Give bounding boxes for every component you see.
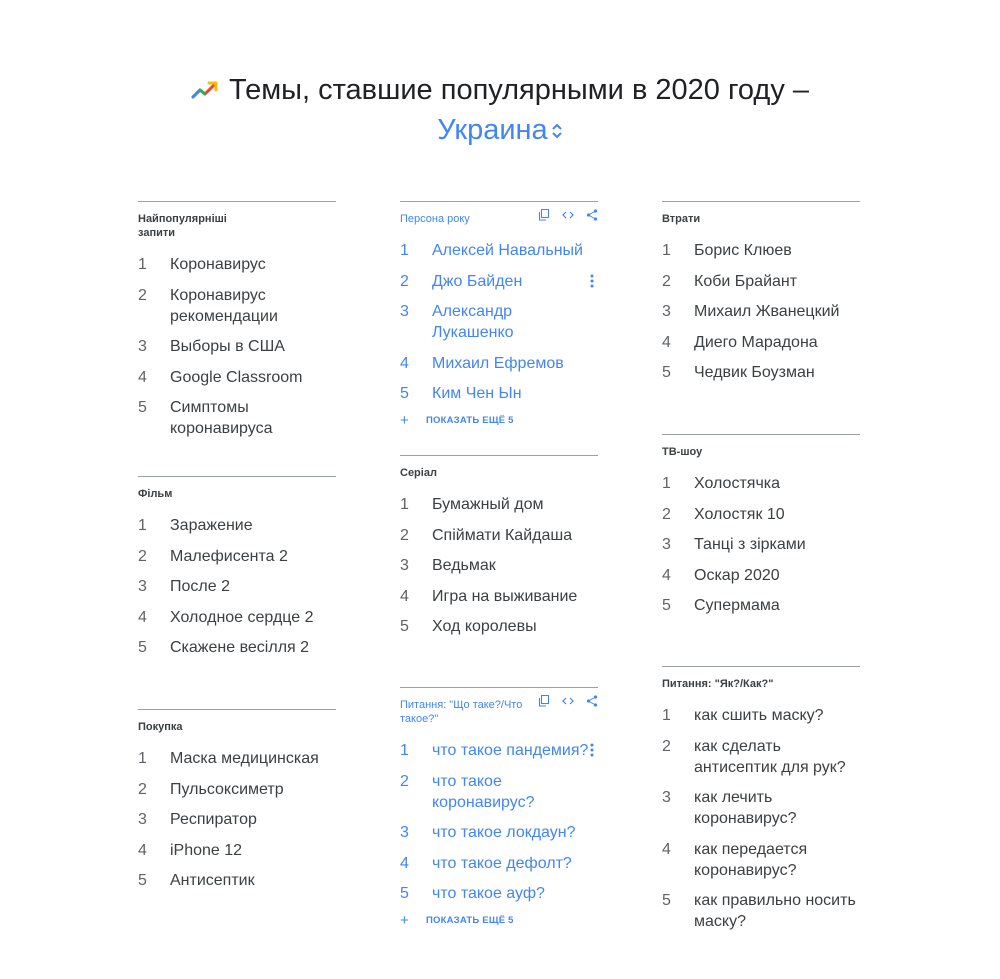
list-item[interactable] bbox=[662, 736, 860, 778]
plus-icon: + bbox=[400, 411, 409, 429]
page-title: Темы, ставшие популярными в 2020 году – bbox=[228, 74, 810, 106]
item-label: Алексей Навальный bbox=[432, 242, 583, 259]
item-label: iPhone 12 bbox=[170, 841, 243, 859]
item-label: Танці з зірками bbox=[694, 536, 806, 553]
list-item[interactable] bbox=[138, 336, 336, 357]
item-label: что такое коронавирус? bbox=[432, 772, 535, 811]
item-rank: 2 bbox=[138, 286, 147, 304]
list-item[interactable] bbox=[662, 362, 860, 383]
ranking-list bbox=[138, 254, 336, 439]
card-top-searches bbox=[138, 201, 336, 449]
copy-icon[interactable] bbox=[538, 695, 550, 707]
item-rank: 3 bbox=[400, 557, 409, 574]
item-rank: 1 bbox=[662, 475, 671, 492]
card-toolbar bbox=[538, 209, 598, 221]
item-rank: 3 bbox=[138, 578, 147, 595]
item-label: Пульсоксиметр bbox=[170, 780, 284, 798]
embed-code-icon[interactable] bbox=[562, 209, 574, 221]
item-label: Google Classroom bbox=[170, 368, 303, 386]
item-label: Антисептик bbox=[170, 872, 255, 889]
list-item[interactable] bbox=[138, 546, 336, 567]
list-item[interactable] bbox=[662, 565, 860, 586]
list-item[interactable] bbox=[662, 787, 860, 829]
item-label: Скажене весілля 2 bbox=[170, 639, 310, 656]
item-rank: 2 bbox=[400, 526, 409, 544]
card-how-to bbox=[662, 666, 860, 942]
card-title: ТВ-шоу bbox=[662, 446, 703, 458]
more-vert-icon[interactable] bbox=[590, 274, 594, 288]
card-persons bbox=[400, 201, 598, 428]
item-rank: 4 bbox=[138, 368, 147, 386]
list-item[interactable] bbox=[138, 840, 336, 861]
item-label: как передается коронавирус? bbox=[694, 840, 808, 879]
list-item[interactable] bbox=[662, 534, 860, 555]
item-label: что такое локдаун? bbox=[432, 824, 576, 841]
item-rank: 2 bbox=[138, 780, 147, 798]
item-rank: 3 bbox=[400, 303, 409, 320]
list-item[interactable] bbox=[400, 494, 598, 515]
list-item[interactable] bbox=[400, 853, 598, 874]
ranking-list bbox=[400, 240, 598, 404]
region-label: Украина bbox=[437, 114, 548, 146]
item-label: что такое ауф? bbox=[432, 885, 545, 902]
list-item[interactable] bbox=[662, 473, 860, 494]
item-rank: 4 bbox=[400, 587, 409, 605]
show-more-button[interactable] bbox=[400, 911, 598, 929]
item-label: Заражение bbox=[170, 517, 253, 534]
item-rank: 3 bbox=[138, 811, 147, 828]
item-label: Респиратор bbox=[170, 811, 257, 828]
card-title: Покупка bbox=[138, 721, 183, 733]
list-item[interactable] bbox=[662, 301, 860, 322]
item-label: Симптомы коронавируса bbox=[170, 399, 273, 437]
item-rank: 1 bbox=[400, 496, 409, 513]
item-label: как сшить маску? bbox=[694, 707, 824, 724]
item-label: Холодное сердце 2 bbox=[170, 608, 314, 626]
item-rank: 1 bbox=[138, 256, 147, 273]
list-item[interactable] bbox=[662, 705, 860, 726]
item-label: Коронавирус bbox=[170, 256, 266, 273]
item-label: Ким Чен Ын bbox=[432, 385, 522, 402]
item-rank: 1 bbox=[138, 517, 147, 534]
list-item[interactable] bbox=[138, 870, 336, 891]
list-item[interactable] bbox=[138, 285, 336, 327]
card-films bbox=[138, 476, 336, 668]
item-label: Холостячка bbox=[694, 475, 781, 492]
card-tv-shows bbox=[662, 434, 860, 626]
item-rank: 4 bbox=[138, 841, 147, 859]
list-item[interactable] bbox=[400, 822, 598, 843]
item-label: Ход королевы bbox=[432, 618, 537, 635]
list-item[interactable] bbox=[138, 748, 336, 769]
list-item[interactable] bbox=[138, 607, 336, 628]
item-rank: 2 bbox=[662, 505, 671, 523]
item-rank: 5 bbox=[662, 597, 671, 614]
show-more-button[interactable] bbox=[400, 411, 598, 429]
list-item[interactable] bbox=[400, 883, 598, 904]
item-rank: 2 bbox=[662, 737, 671, 755]
card-losses bbox=[662, 201, 860, 393]
item-label: Супермама bbox=[694, 597, 780, 614]
item-rank: 4 bbox=[400, 854, 409, 872]
list-item[interactable] bbox=[662, 504, 860, 525]
item-label: Коронавирус рекомендации bbox=[170, 286, 278, 325]
item-label: Михаил Ефремов bbox=[432, 354, 564, 372]
item-label: как правильно носить маску? bbox=[694, 892, 856, 930]
show-more-label: ПОКАЗАТЬ ЕЩЁ 5 bbox=[426, 415, 514, 426]
item-label: Выборы в США bbox=[170, 338, 285, 355]
list-item[interactable] bbox=[138, 809, 336, 830]
item-rank: 3 bbox=[662, 536, 671, 553]
item-rank: 2 bbox=[400, 272, 409, 290]
item-label: После 2 bbox=[170, 578, 230, 595]
item-rank: 2 bbox=[400, 772, 409, 790]
share-icon[interactable] bbox=[586, 695, 598, 707]
page-title-line bbox=[0, 70, 1000, 110]
list-item[interactable] bbox=[400, 301, 598, 343]
item-label: Александр Лукашенко bbox=[432, 303, 514, 341]
ranking-list bbox=[400, 740, 598, 904]
item-rank: 5 bbox=[662, 364, 671, 381]
item-label: что такое дефолт? bbox=[432, 854, 572, 872]
item-label: Борис Клюев bbox=[694, 242, 792, 259]
card-title: Втрати bbox=[662, 213, 701, 225]
card-purchases bbox=[138, 709, 336, 901]
list-item[interactable] bbox=[400, 383, 598, 404]
item-label: Джо Байден bbox=[432, 272, 523, 290]
card-title: Серіал bbox=[400, 467, 437, 479]
item-label: Диего Марадона bbox=[694, 333, 818, 351]
list-item[interactable] bbox=[400, 616, 598, 637]
ranking-list bbox=[662, 240, 860, 383]
item-label: Маска медицинская bbox=[170, 750, 319, 767]
item-rank: 5 bbox=[138, 399, 147, 416]
item-rank: 1 bbox=[662, 242, 671, 259]
item-label: Оскар 2020 bbox=[694, 566, 780, 584]
ranking-list bbox=[138, 748, 336, 891]
item-label: Коби Брайант bbox=[694, 272, 798, 290]
item-rank: 1 bbox=[662, 707, 671, 724]
card-title: Фільм bbox=[138, 488, 173, 500]
item-label: Спіймати Кайдаша bbox=[432, 526, 573, 544]
show-more-label: ПОКАЗАТЬ ЕЩЁ 5 bbox=[426, 915, 514, 926]
copy-icon[interactable] bbox=[538, 209, 550, 221]
more-vert-icon[interactable] bbox=[590, 743, 594, 757]
item-rank: 1 bbox=[400, 242, 409, 259]
plus-icon: + bbox=[400, 911, 409, 929]
list-item[interactable] bbox=[662, 890, 860, 932]
item-label: Бумажный дом bbox=[432, 496, 544, 513]
item-rank: 1 bbox=[138, 750, 147, 767]
card-title: Персона року bbox=[400, 213, 470, 225]
item-rank: 3 bbox=[662, 789, 671, 806]
card-title: Питання: "Як?/Как?" bbox=[662, 678, 774, 690]
card-title: Найпопулярніші запити bbox=[138, 213, 227, 239]
item-label: Михаил Жванецкий bbox=[694, 303, 840, 320]
item-label: Ведьмак bbox=[432, 557, 496, 574]
ranking-list bbox=[662, 473, 860, 616]
ranking-list bbox=[138, 515, 336, 658]
list-item[interactable] bbox=[138, 367, 336, 388]
item-rank: 3 bbox=[138, 338, 147, 355]
item-rank: 3 bbox=[400, 824, 409, 841]
item-rank: 4 bbox=[662, 840, 671, 858]
list-item[interactable] bbox=[138, 779, 336, 800]
item-rank: 5 bbox=[662, 892, 671, 909]
item-label: Холостяк 10 bbox=[694, 505, 785, 523]
item-rank: 2 bbox=[662, 272, 671, 290]
card-toolbar bbox=[538, 695, 598, 707]
region-selector[interactable] bbox=[0, 110, 1000, 150]
list-item[interactable] bbox=[138, 254, 336, 275]
list-item[interactable] bbox=[138, 576, 336, 597]
list-item[interactable] bbox=[138, 515, 336, 536]
list-item[interactable] bbox=[662, 595, 860, 616]
share-icon[interactable] bbox=[586, 209, 598, 221]
trending-up-icon bbox=[191, 78, 219, 100]
list-item[interactable] bbox=[400, 353, 598, 374]
unfold-icon bbox=[551, 122, 563, 140]
item-label: как лечить коронавирус? bbox=[694, 789, 797, 827]
item-rank: 5 bbox=[400, 385, 409, 402]
list-item[interactable] bbox=[138, 397, 336, 439]
item-label: как сделать антисептик для рук? bbox=[694, 737, 846, 776]
item-rank: 4 bbox=[138, 608, 147, 626]
list-item[interactable] bbox=[662, 839, 860, 881]
list-item[interactable] bbox=[400, 271, 598, 292]
list-item[interactable] bbox=[400, 240, 598, 261]
card-title: Питання: "Що таке?/Что такое?" bbox=[400, 699, 523, 725]
item-rank: 4 bbox=[662, 566, 671, 584]
item-rank: 4 bbox=[400, 354, 409, 372]
item-rank: 4 bbox=[662, 333, 671, 351]
item-label: что такое пандемия? bbox=[432, 742, 589, 759]
item-rank: 5 bbox=[138, 639, 147, 656]
list-item[interactable] bbox=[400, 525, 598, 546]
item-rank: 3 bbox=[662, 303, 671, 320]
card-what-is bbox=[400, 687, 598, 928]
list-item[interactable] bbox=[400, 586, 598, 607]
item-rank: 5 bbox=[400, 885, 409, 902]
item-rank: 1 bbox=[400, 742, 409, 759]
item-label: Чедвик Боузман bbox=[694, 364, 815, 381]
item-rank: 2 bbox=[138, 547, 147, 565]
card-series bbox=[400, 455, 598, 647]
ranking-list bbox=[400, 494, 598, 637]
list-item[interactable] bbox=[400, 771, 598, 813]
list-item[interactable] bbox=[662, 332, 860, 353]
ranking-list bbox=[662, 705, 860, 932]
embed-code-icon[interactable] bbox=[562, 695, 574, 707]
list-item[interactable] bbox=[400, 740, 598, 761]
list-item[interactable] bbox=[400, 555, 598, 576]
list-item[interactable] bbox=[662, 240, 860, 261]
item-label: Малефисента 2 bbox=[170, 547, 288, 565]
item-rank: 5 bbox=[400, 618, 409, 635]
item-rank: 5 bbox=[138, 872, 147, 889]
item-label: Игра на выживание bbox=[432, 587, 578, 605]
page-header bbox=[0, 70, 1000, 150]
list-item[interactable] bbox=[662, 271, 860, 292]
list-item[interactable] bbox=[138, 637, 336, 658]
